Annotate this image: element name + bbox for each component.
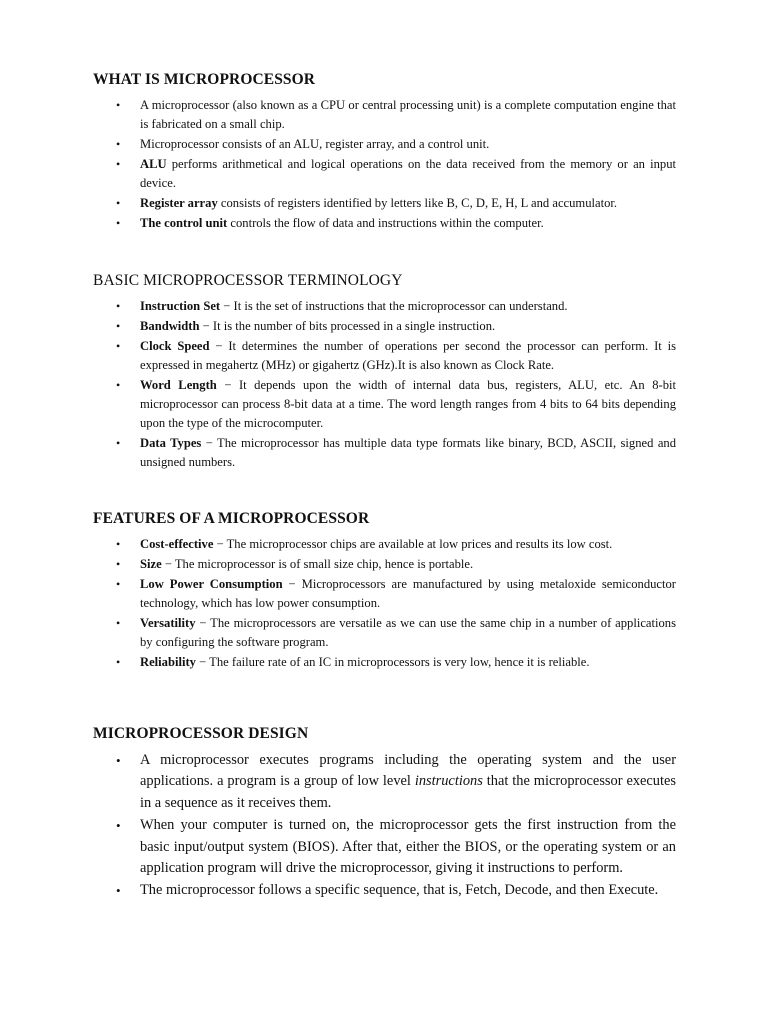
bullet-icon: • [116,654,121,669]
bullet-icon: • [116,883,121,899]
bullet-icon: • [116,156,121,171]
bullet-icon: • [116,818,121,834]
list-item: • Size − The microprocessor is of small size chip, hence is portable. [93,555,676,574]
list-item: • A microprocessor executes programs including the operating system and the user applications. a program is a group of low level instructions that the microprocessor executes in a sequence as it receives them. [116,752,676,811]
list-item: • Low Power Consumption − Microprocessors are manufactured by using metaloxide semiconductor technology, which has low power consumption. [116,576,676,610]
term: Size [140,556,162,571]
bullet-icon: • [116,556,121,571]
bullet-icon: • [116,98,121,112]
section-what-is-microprocessor [93,70,676,234]
list-item: • Clock Speed − It determines the number of operations per second the processor can perform. It is expressed in megahertz (MHz) or gigahertz (GHz).It is also known as Clock Rate. [116,338,676,372]
section-basic-terminology [93,271,676,473]
list-item: • When your computer is turned on, the microprocessor gets the first instruction from the basic input/output system (BIOS). After that, either the BIOS, or the operating system or an application program will drive the microprocessor, giving it instructions to perform. [116,817,676,877]
section-design [93,724,676,903]
term: Cost-effective [140,537,214,551]
section-heading: BASIC MICROPROCESSOR TERMINOLOGY [93,272,403,289]
term: Register array [140,195,218,210]
bullet-icon: • [116,338,121,353]
list-item: • The microprocessor follows a specific sequence, that is, Fetch, Decode, and then Execute. [93,880,676,901]
list-item: • Cost-effective − The microprocessor chips are available at low prices and results its low cost. [93,535,676,554]
bullet-list [93,297,676,473]
term: Reliability [140,654,196,669]
bullet-list [93,535,676,672]
bullet-list [93,750,676,902]
section-features [93,509,676,673]
term: Bandwidth [140,318,200,333]
term: Data Types [140,436,202,451]
section-heading: MICROPROCESSOR DESIGN [93,725,309,742]
term: Versatility [140,615,196,630]
bullet-icon: • [116,753,121,768]
bullet-icon: • [116,615,121,630]
term: Word Length [140,377,217,392]
bullet-icon: • [116,137,121,152]
section-heading: WHAT IS MICROPROCESSOR [93,71,316,88]
list-item: • Versatility − The microprocessors are versatile as we can use the same chip in a number of applications by configuring the software program. [116,615,676,649]
bullet-icon: • [116,299,121,313]
bullet-icon: • [116,377,121,392]
term: Low Power Consumption [140,576,283,591]
bullet-icon: • [116,215,121,230]
list-item: • ALU performs arithmetical and logical operations on the data received from the memory or an input device. [116,156,676,191]
term: Clock Speed [140,338,210,353]
term: ALU [140,156,167,171]
list-item: • The control unit controls the flow of data and instructions within the computer. [93,214,676,233]
bullet-icon: • [116,537,121,551]
list-item: • Microprocessor consists of an ALU, register array, and a control unit. [93,135,676,154]
list-item: • Data Types − The microprocessor has multiple data type formats like binary, BCD, ASCII, signed and unsigned numbers. [116,436,676,470]
list-item: • Register array consists of registers identified by letters like B, C, D, E, H, L and accumulator. [93,194,676,213]
list-item: • Bandwidth − It is the number of bits processed in a single instruction. [93,317,676,336]
section-heading: FEATURES OF A MICROPROCESSOR [93,510,370,527]
list-item: • Word Length − It depends upon the width of internal data bus, registers, ALU, etc. An 8-bit microprocessor can process 8-bit data at a time. The word length ranges from 4 bits to 64 bits depending upon the type of the microcomputer. [116,377,676,431]
list-item: • Instruction Set − It is the set of instructions that the microprocessor can understand. [93,297,676,316]
bullet-icon: • [116,318,121,333]
bullet-icon: • [116,576,121,591]
list-item: • A microprocessor (also known as a CPU or central processing unit) is a complete computation engine that is fabricated on a small chip. [116,98,676,132]
bullet-icon: • [116,436,121,451]
bullet-list [93,96,676,233]
term: The control unit [140,215,228,230]
emphasis: instructions [414,773,483,790]
list-item: • Reliability − The failure rate of an IC in microprocessors is very low, hence it is reliable. [93,653,676,672]
term: Instruction Set [140,299,221,313]
bullet-icon: • [116,195,121,210]
